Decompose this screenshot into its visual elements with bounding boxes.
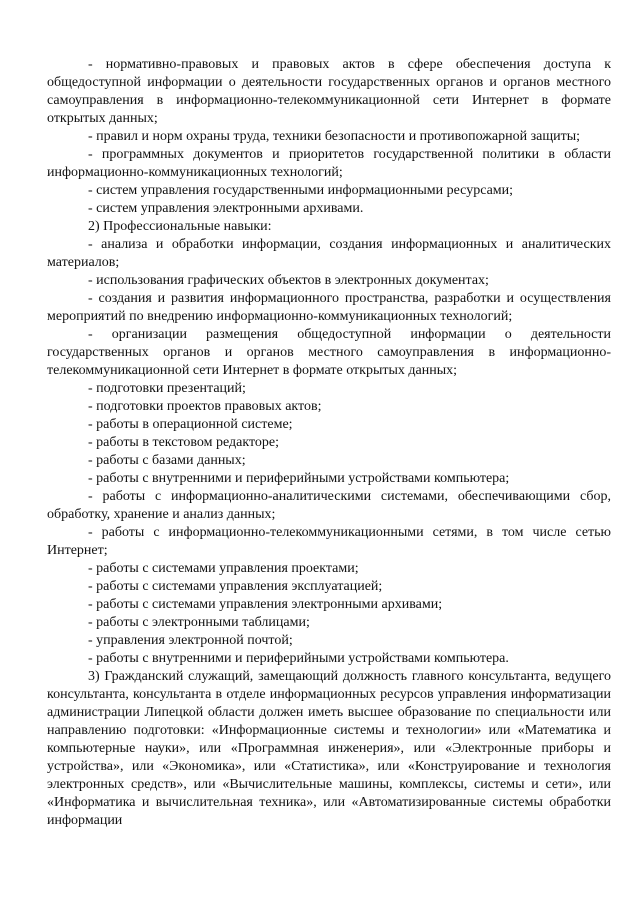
paragraph: - работы с системами управления эксплуатацией;: [88, 579, 383, 594]
paragraph: - работы с информационно-телекоммуникационными сетями, в том числе сетью Интернет;: [47, 525, 611, 558]
document-page: [47, 56, 611, 830]
paragraph: - работы с базами данных;: [88, 453, 246, 468]
paragraph: - программных документов и приоритетов государственной политики в области информационно-коммуникационных технологий;: [47, 147, 611, 180]
paragraph: - создания и развития информационного пространства, разработки и осуществления мероприятий по внедрению информационно-коммуникационных технологий;: [47, 291, 611, 324]
paragraph: - организации размещения общедоступной информации о деятельности государственных органов и органов местного самоуправления в информационно-телекоммуникационной сети Интернет в формате открытых данных;: [47, 327, 611, 378]
paragraph: - анализа и обработки информации, создания информационных и аналитических материалов;: [47, 237, 611, 270]
section-paragraph: 3) Гражданский служащий, замещающий должность главного консультанта, ведущего консультанта, консультанта в отделе информационных ресурсов управления информатизации администрации Липецкой области должен иметь высшее образование по специальности или направлению подготовки: «Информационные системы и технологии» или «Математика и компьютерные науки», или «Программная инженерия», или «Электронные приборы и устройства», или «Экономика», или «Статистика», или «Конструирование и технология электронных средств», или «Вычислительные машины, комплексы, системы и сети», или «Информатика и вычислительная техника», или «Автоматизированные системы обработки информации: [47, 669, 611, 828]
paragraph: - подготовки проектов правовых актов;: [88, 399, 322, 414]
paragraph: - работы в текстовом редакторе;: [88, 435, 280, 450]
paragraph: - работы с внутренними и периферийными устройствами компьютера.: [88, 651, 509, 666]
paragraph: - подготовки презентаций;: [88, 381, 246, 396]
paragraph: - правил и норм охраны труда, техники безопасности и противопожарной защиты;: [88, 129, 581, 144]
paragraph: - использования графических объектов в электронных документах;: [88, 273, 489, 288]
section-heading: 2) Профессиональные навыки:: [88, 219, 272, 234]
paragraph: - работы с информационно-аналитическими системами, обеспечивающими сбор, обработку, хранение и анализ данных;: [47, 489, 611, 522]
paragraph: - нормативно-правовых и правовых актов в сфере обеспечения доступа к общедоступной информации о деятельности государственных органов и органов местного самоуправления в информационно-телекоммуникационной сети Интернет в формате открытых данных;: [47, 57, 611, 126]
paragraph: - работы с внутренними и периферийными устройствами компьютера;: [88, 471, 510, 486]
paragraph: - управления электронной почтой;: [88, 633, 293, 648]
paragraph: - систем управления государственными информационными ресурсами;: [88, 183, 514, 198]
paragraph: - работы с системами управления электронными архивами;: [88, 597, 443, 612]
paragraph: - систем управления электронными архивами.: [88, 201, 364, 216]
paragraph: - работы с системами управления проектами;: [88, 561, 359, 576]
paragraph: - работы в операционной системе;: [88, 417, 293, 432]
paragraph: - работы с электронными таблицами;: [88, 615, 310, 630]
